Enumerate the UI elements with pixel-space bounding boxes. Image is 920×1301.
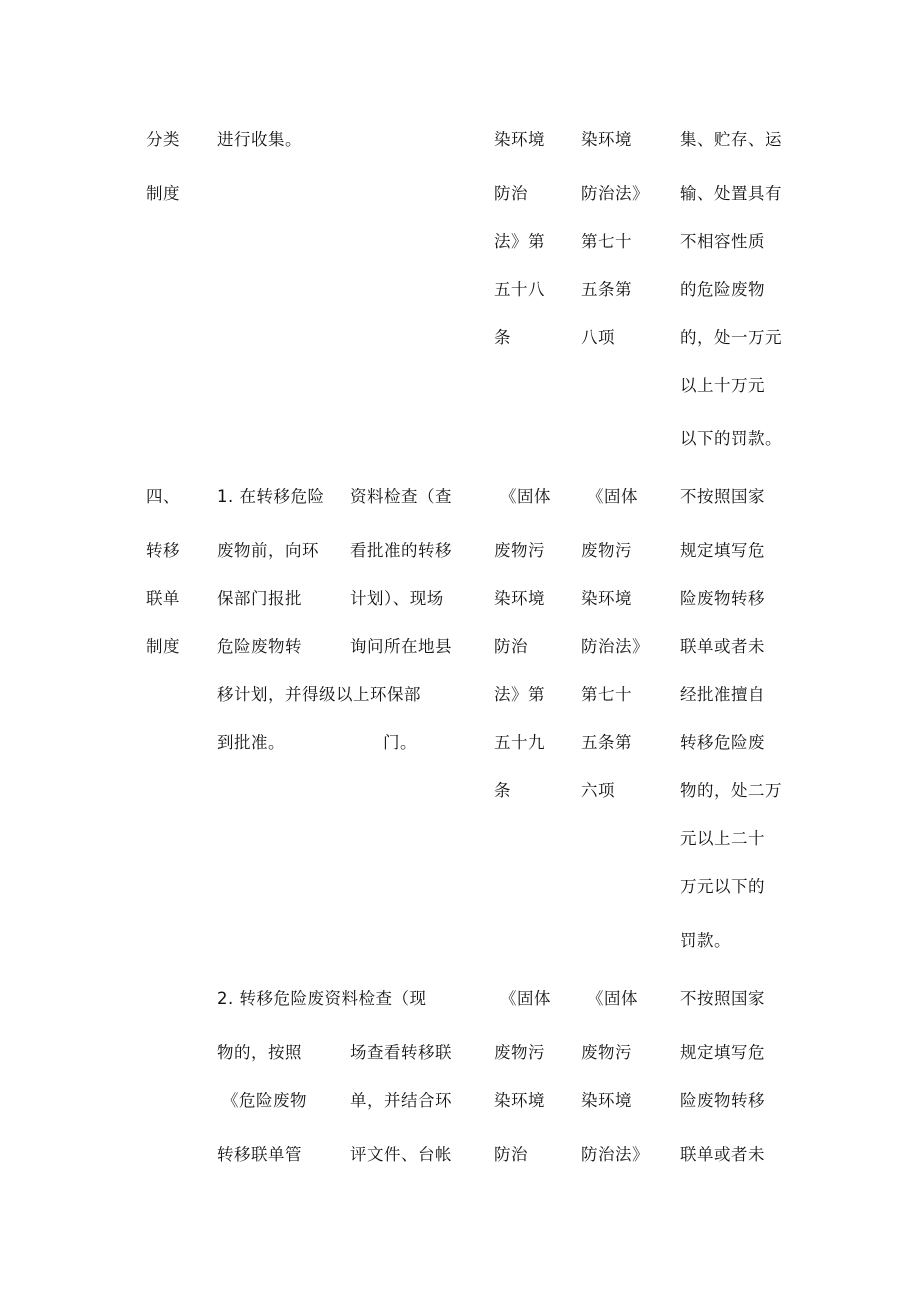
basis-a-line: 五十九 [494, 733, 545, 752]
requirement-line: 保部门报批 [217, 589, 302, 608]
penalty-line: 规定填写危 [680, 1043, 765, 1062]
requirement-line: 物的，按照 [217, 1043, 302, 1062]
method-line: 门。 [383, 733, 417, 752]
method-line: 单，并结合环 [350, 1091, 452, 1110]
basis-a-line: 条 [494, 328, 511, 347]
basis-a-line: 条 [494, 781, 511, 800]
basis-b-line: 《固体 [587, 487, 638, 506]
penalty-line: 不按照国家 [680, 989, 765, 1008]
basis-b-line: 染环境 [581, 1091, 632, 1110]
method-line: 资料检查（查 [350, 487, 452, 506]
requirement-merged-line: 2. 转移危险废资料检查（现 [217, 989, 427, 1008]
basis-a-line: 防治 [494, 1145, 528, 1164]
penalty-line: 联单或者未 [680, 1145, 765, 1164]
method-line: 询问所在地县 [350, 637, 452, 656]
basis-a-line: 染环境 [494, 130, 545, 149]
basis-a-line: 染环境 [494, 589, 545, 608]
category-line: 联单 [146, 589, 180, 608]
penalty-line: 不按照国家 [680, 487, 765, 506]
requirement-merged-line: 移计划，并得级以上环保部 [217, 685, 421, 704]
penalty-line: 集、贮存、运 [680, 130, 782, 149]
basis-a-line: 废物污 [494, 541, 545, 560]
penalty-line: 险废物转移 [680, 1091, 765, 1110]
basis-b-line: 六项 [581, 781, 615, 800]
basis-a-line: 法》第 [494, 232, 545, 251]
penalty-line: 以上十万元 [680, 376, 765, 395]
requirement-line: 废物前，向环 [217, 541, 319, 560]
requirement-line: 危险废物转 [217, 637, 302, 656]
basis-a-line: 《固体 [500, 487, 551, 506]
penalty-line: 险废物转移 [680, 589, 765, 608]
basis-b-line: 八项 [581, 328, 615, 347]
basis-b-line: 第七十 [581, 232, 632, 251]
basis-a-line: 染环境 [494, 1091, 545, 1110]
category-line: 分类 [146, 130, 180, 149]
penalty-line: 联单或者未 [680, 637, 765, 656]
requirement-line: 转移联单管 [217, 1145, 302, 1164]
penalty-line: 输、处置具有 [680, 184, 782, 203]
category-line: 转移 [146, 541, 180, 560]
penalty-line: 罚款。 [680, 931, 731, 950]
basis-b-line: 五条第 [581, 280, 632, 299]
penalty-line: 规定填写危 [680, 541, 765, 560]
basis-a-line: 法》第 [494, 685, 545, 704]
requirement-line: 进行收集。 [217, 130, 302, 149]
method-line: 计划）、现场 [350, 589, 444, 608]
basis-a-line: 五十八 [494, 280, 545, 299]
penalty-line: 物的，处二万 [680, 781, 782, 800]
basis-a-line: 防治 [494, 184, 528, 203]
basis-b-line: 《固体 [587, 989, 638, 1008]
basis-b-line: 第七十 [581, 685, 632, 704]
basis-b-line: 防治法》 [581, 1145, 649, 1164]
category-line: 四、 [146, 487, 180, 506]
basis-b-line: 染环境 [581, 589, 632, 608]
basis-a-line: 《固体 [500, 989, 551, 1008]
method-line: 看批准的转移 [350, 541, 452, 560]
method-line: 评文件、台帐 [350, 1145, 452, 1164]
penalty-line: 不相容性质 [680, 232, 765, 251]
penalty-line: 转移危险废 [680, 733, 765, 752]
penalty-line: 的，处一万元 [680, 328, 782, 347]
requirement-line: 《危险废物 [222, 1091, 307, 1110]
method-line: 场查看转移联 [350, 1043, 452, 1062]
basis-a-line: 废物污 [494, 1043, 545, 1062]
penalty-line: 以下的罚款。 [680, 429, 782, 448]
penalty-line: 万元以下的 [680, 877, 765, 896]
category-line: 制度 [146, 184, 180, 203]
penalty-line: 经批准擅自 [680, 685, 765, 704]
requirement-line: 到批准。 [217, 733, 285, 752]
basis-b-line: 废物污 [581, 1043, 632, 1062]
penalty-line: 的危险废物 [680, 280, 765, 299]
basis-b-line: 染环境 [581, 130, 632, 149]
basis-a-line: 防治 [494, 637, 528, 656]
requirement-line: 1. 在转移危险 [217, 487, 325, 506]
basis-b-line: 废物污 [581, 541, 632, 560]
basis-b-line: 防治法》 [581, 184, 649, 203]
basis-b-line: 防治法》 [581, 637, 649, 656]
category-line: 制度 [146, 637, 180, 656]
penalty-line: 元以上二十 [680, 829, 765, 848]
basis-b-line: 五条第 [581, 733, 632, 752]
